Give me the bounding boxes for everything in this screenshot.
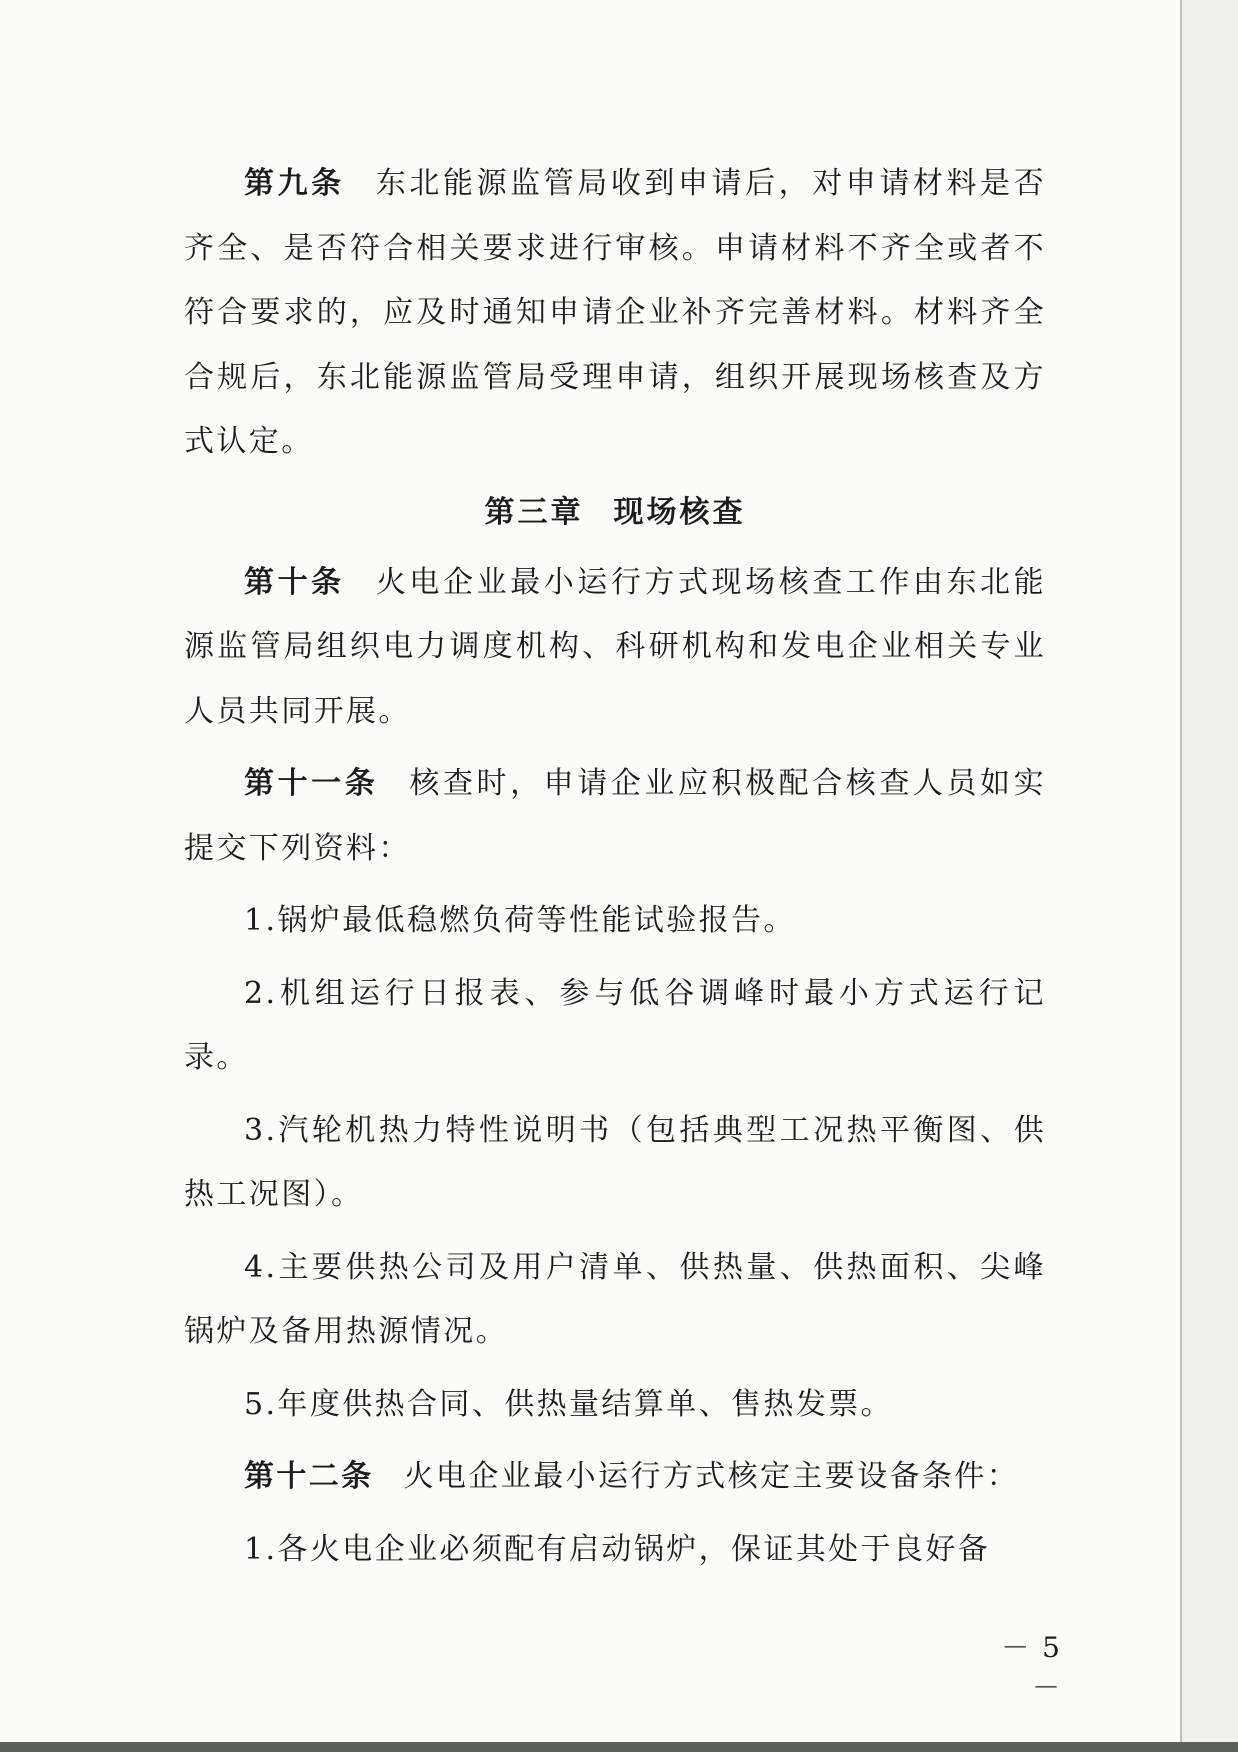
chapter-title: 现场核查 [613,494,746,530]
page-number: － 5 － [1001,1631,1062,1704]
article-12 [184,1445,1046,1510]
article-text: 核查时，申请企业应积极配合核查人员如实提交下列资料： [184,766,1046,866]
list-item: 2.机组运行日报表、参与低谷调峰时最小方式运行记录。 [184,975,1046,1075]
article-9 [184,152,1046,475]
article-text: 东北能源监管局收到申请后，对申请材料是否齐全、是否符合相关要求进行审核。申请材料不齐全或者不符合要求的，应及时通知申请企业补齐完善材料。材料齐全合规后，东北能源监管局受理申请，组织开展现场核查及方式认定。 [184,166,1047,459]
chapter-heading [184,483,1046,543]
page-edge [1180,0,1238,1752]
article-label: 第十一条 [244,766,379,801]
scan-border [0,1742,1238,1752]
list-item: 3.汽轮机热力特性说明书（包括典型工况热平衡图、供热工况图）。 [184,1112,1046,1212]
list-item: 1.锅炉最低稳燃负荷等性能试验报告。 [244,903,796,938]
article-label: 第十二条 [244,1459,374,1494]
list-item: 4.主要供热公司及用户清单、供热量、供热面积、尖峰锅炉及备用热源情况。 [184,1249,1046,1349]
chapter-number: 第三章 [484,494,584,530]
article-text: 火电企业最小运行方式核定主要设备条件： [403,1459,1020,1494]
list-item: 1.各火电企业必须配有启动锅炉，保证其处于良好备 [244,1531,991,1567]
document-body [184,152,1046,1590]
list-item: 5.年度供热合同、供热量结算单、售热发票。 [244,1386,894,1422]
article-11 [184,752,1046,881]
article-10 [184,551,1046,745]
article-label: 第九条 [244,166,345,201]
article-label: 第十条 [244,564,345,600]
article-text: 火电企业最小运行方式现场核查工作由东北能源监管局组织电力调度机构、科研机构和发电企业相关专业人员共同开展。 [184,564,1047,729]
